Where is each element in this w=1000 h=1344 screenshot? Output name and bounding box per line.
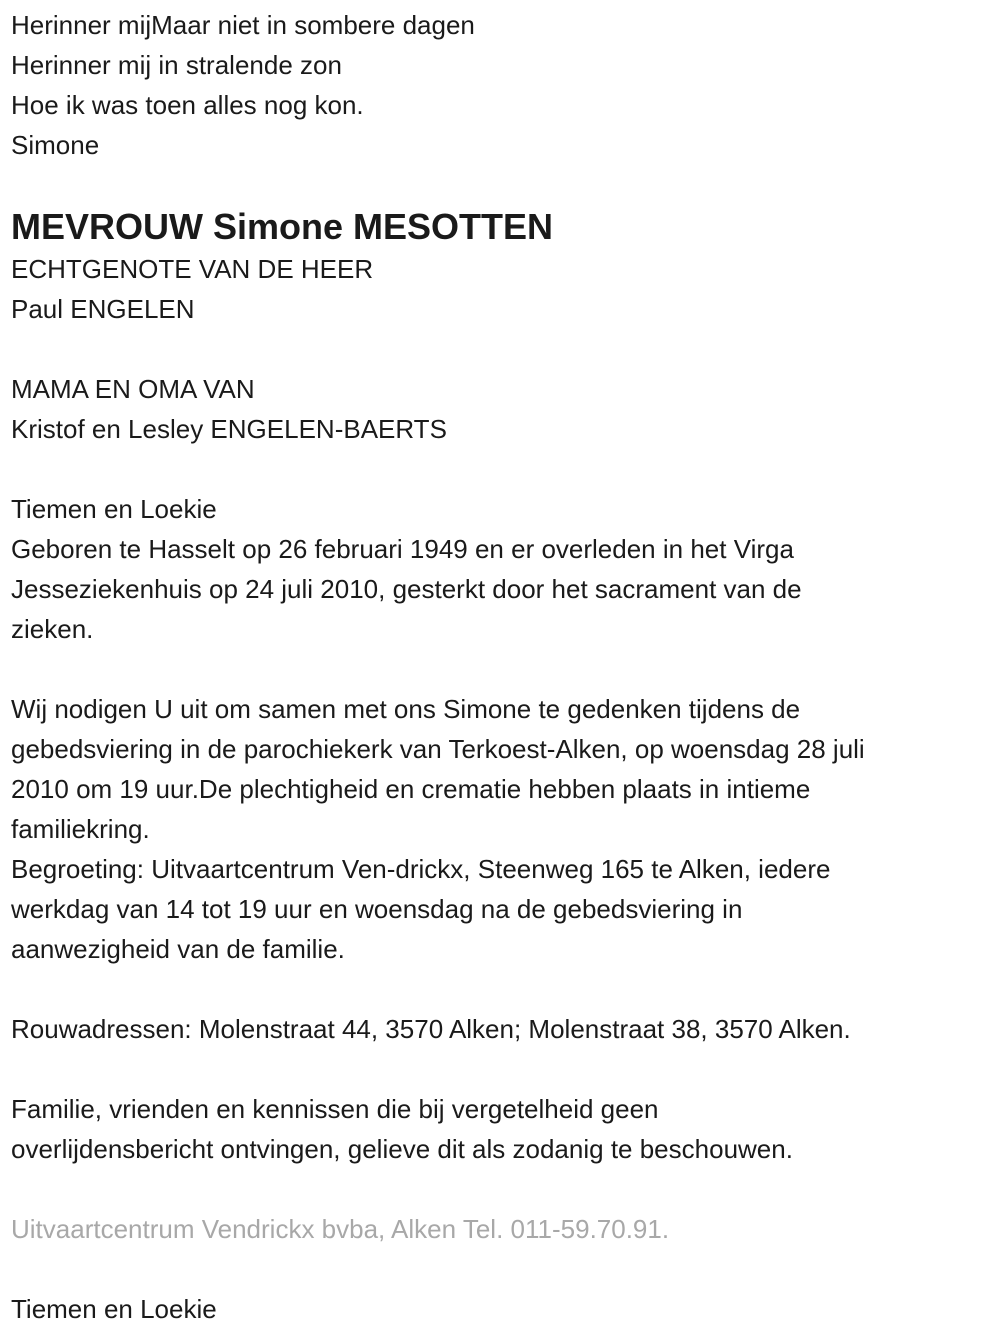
mourning-addresses: Rouwadressen: Molenstraat 44, 3570 Alken; Molenstraat 38, 3570 Alken.	[11, 1014, 851, 1044]
poem-signature: Simone	[11, 130, 100, 160]
ceremony-text: Wij nodigen U uit om samen met ons Simone te gedenken tijdens de	[11, 694, 801, 724]
birth-text: zieken.	[11, 614, 94, 644]
notice-text: Familie, vrienden en kennissen die bij vergetelheid geen	[11, 1094, 659, 1124]
birth-text: Geboren te Hasselt op 26 februari 1949 en er overleden in het Virga	[11, 534, 794, 564]
closing-names: Tiemen en Loekie	[11, 1294, 217, 1324]
spouse-label: ECHTGENOTE VAN DE HEER	[11, 254, 374, 284]
ceremony-text: gebedsviering in de parochiekerk van Terkoest-Alken, op woensdag 28 juli	[11, 734, 865, 764]
visitation-text: aanwezigheid van de familie.	[11, 934, 345, 964]
family-names: Kristof en Lesley ENGELEN-BAERTS	[11, 414, 447, 444]
visitation-text: Begroeting: Uitvaartcentrum Ven-drickx, Steenweg 165 te Alken, iedere	[11, 854, 831, 884]
ceremony-text: 2010 om 19 uur.De plechtigheid en crematie hebben plaats in intieme	[11, 774, 811, 804]
birth-text: Jesseziekenhuis op 24 juli 2010, gesterkt door het sacrament van de	[11, 574, 802, 604]
family-label: MAMA EN OMA VAN	[11, 374, 255, 404]
grandchildren: Tiemen en Loekie	[11, 494, 217, 524]
funeral-home-info: Uitvaartcentrum Vendrickx bvba, Alken Tel. 011-59.70.91.	[11, 1214, 670, 1244]
poem	[11, 5, 1000, 165]
poem-line: Herinner mijMaar niet in sombere dagen	[11, 10, 475, 40]
deceased-name-title: MEVROUW Simone MESOTTEN	[11, 206, 554, 247]
visitation-text: werkdag van 14 tot 19 uur en woensdag na de gebedsviering in	[11, 894, 743, 924]
ceremony-text: familiekring.	[11, 814, 150, 844]
notice-text: overlijdensbericht ontvingen, gelieve dit als zodanig te beschouwen.	[11, 1134, 793, 1164]
poem-line: Herinner mij in stralende zon	[11, 50, 342, 80]
poem-line: Hoe ik was toen alles nog kon.	[11, 90, 364, 120]
spouse-name: Paul ENGELEN	[11, 294, 195, 324]
